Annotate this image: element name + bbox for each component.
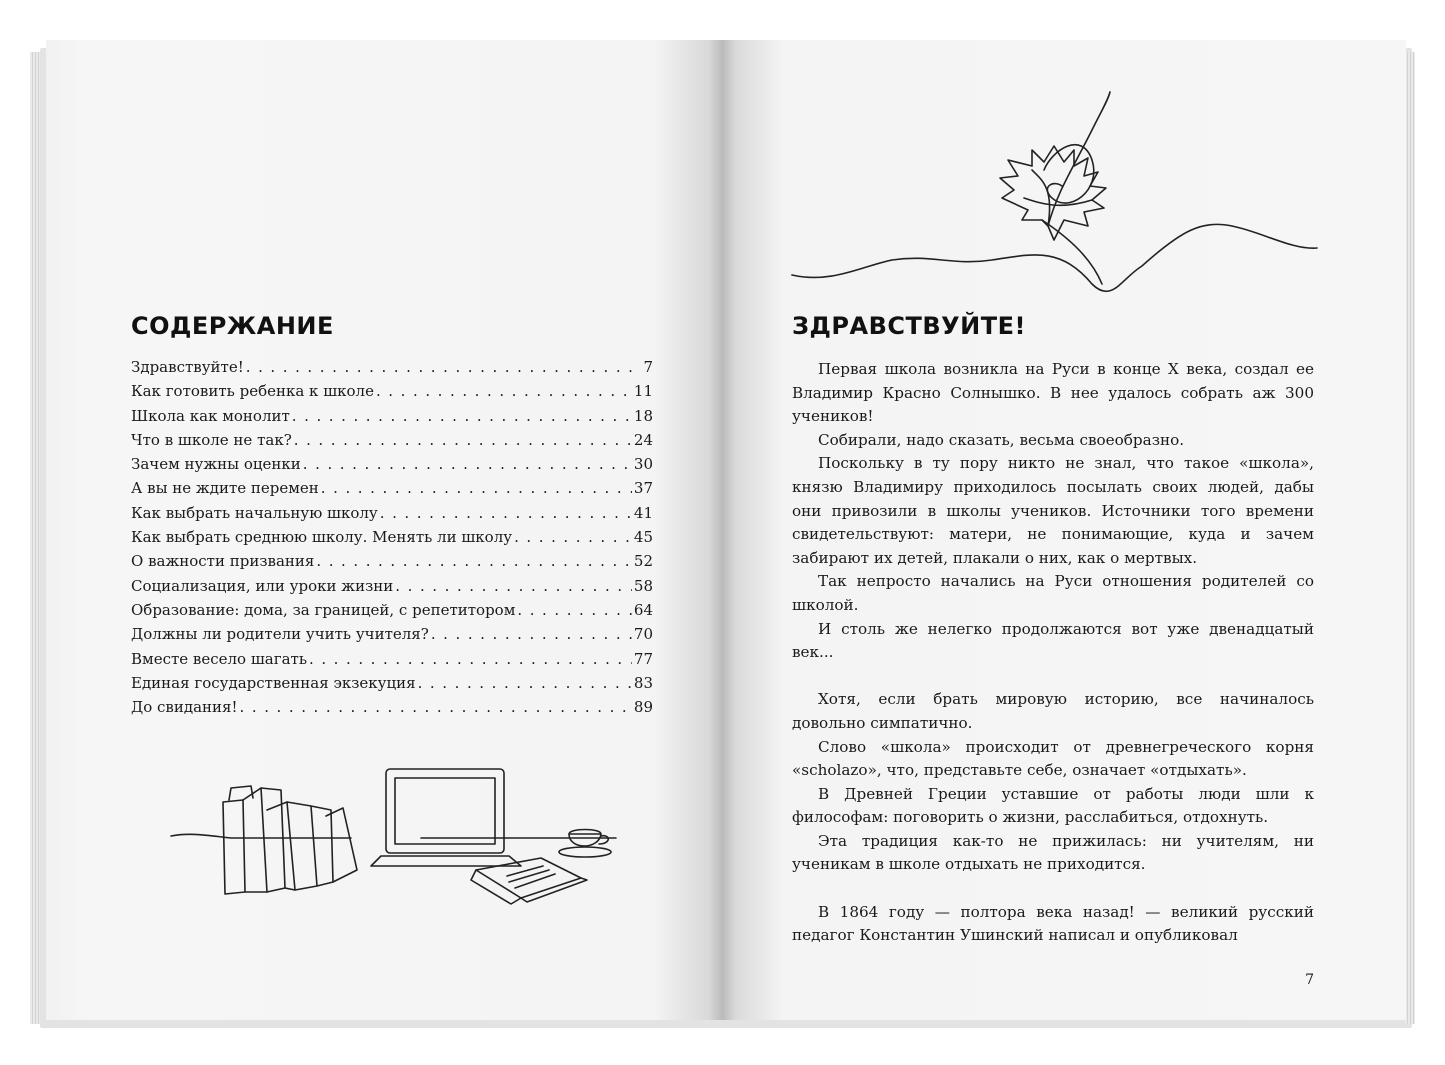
toc-entry[interactable] — [131, 382, 653, 406]
toc-entry[interactable] — [131, 455, 653, 479]
toc-entry[interactable] — [131, 431, 653, 455]
toc-entry-page: 37 — [633, 479, 653, 498]
paragraph: Слово «школа» происходит от древнегреческого корня «scholazo», что, представьте себе, означает «отдыхать». — [792, 737, 1314, 780]
paragraph: Поскольку в ту пору никто не знал, что такое «школа», князю Владимиру приходилось посылать своих людей, дабы они привозили в школы учеников. Источники того времени свидетельствуют: матери, не понимающие, куда и зачем забирают их детей, плакали о них, как о мертвых. — [792, 454, 1314, 567]
chapter-heading: ЗДРАВСТВУЙТЕ! — [792, 312, 1026, 340]
toc-entry-page: 30 — [633, 455, 653, 474]
toc-entry-page: 41 — [633, 503, 653, 522]
toc-entry[interactable] — [131, 479, 653, 503]
dot-leader — [316, 552, 632, 570]
toc-entry-title: Зачем нужны оценки — [131, 455, 301, 474]
toc-entry-title: Как выбрать начальную школу — [131, 503, 378, 522]
right-page — [722, 40, 1406, 1020]
maple-leaf-line-drawing-icon — [792, 70, 1322, 320]
dot-leader — [431, 625, 632, 643]
toc-entry-title: Здравствуйте! — [131, 358, 244, 376]
toc-entry-title: А вы не ждите перемен — [131, 479, 319, 498]
toc-entry-title: Социализация, или уроки жизни — [131, 576, 394, 595]
right-page-edges — [1405, 52, 1415, 1024]
dot-leader — [246, 358, 642, 376]
toc-entry[interactable] — [131, 358, 653, 382]
paragraph: Хотя, если брать мировую историю, все начиналось довольно симпатично. — [792, 690, 1314, 732]
toc-entry[interactable] — [131, 625, 653, 649]
paragraph: В Древней Греции уставшие от работы люди шли к философам: поговорить о жизни, расслабиться, отдохнуть. — [792, 784, 1314, 827]
toc-entry-page: 11 — [633, 382, 653, 401]
toc-heading: СОДЕРЖАНИЕ — [131, 312, 334, 340]
toc-entry-page: 70 — [633, 625, 653, 644]
dot-leader — [294, 431, 632, 449]
dot-leader — [321, 479, 632, 497]
paragraph: И столь же нелегко продолжаются вот уже двенадцатый век... — [792, 619, 1314, 662]
page-number: 7 — [1305, 972, 1314, 988]
toc-entry-page: 45 — [633, 528, 653, 547]
toc-entry-page: 7 — [643, 358, 653, 376]
paragraph: Эта традиция как-то не прижилась: ни учителям, ни ученикам в школе отдыхать не приходится. — [792, 831, 1314, 874]
paragraph: Так непросто начались на Руси отношения родителей со школой. — [792, 572, 1314, 614]
dot-leader — [418, 674, 632, 692]
toc-entry[interactable] — [131, 577, 653, 601]
chapter-body — [792, 358, 1314, 948]
toc-entry-title: До свидания! — [131, 698, 238, 717]
dot-leader — [376, 382, 632, 400]
dot-leader — [303, 455, 632, 473]
toc-entry-title: Образование: дома, за границей, с репетитором — [131, 600, 516, 619]
left-page-edges — [30, 52, 40, 1024]
paragraph-gap — [792, 665, 1314, 689]
toc-entry[interactable] — [131, 674, 653, 698]
toc-entry-page: 89 — [633, 698, 653, 717]
toc-entry-title: Единая государственная экзекуция — [131, 673, 416, 692]
table-of-contents — [131, 358, 653, 722]
toc-entry[interactable] — [131, 601, 653, 625]
toc-entry[interactable] — [131, 504, 653, 528]
toc-entry-page: 24 — [633, 430, 653, 449]
toc-entry[interactable] — [131, 528, 653, 552]
dot-leader — [380, 504, 632, 522]
paragraph: Собирали, надо сказать, весьма своеобразно. — [818, 430, 1185, 449]
toc-entry-page: 77 — [633, 649, 653, 668]
toc-entry-page: 18 — [633, 406, 653, 425]
left-page — [46, 40, 722, 1020]
toc-entry-page: 58 — [633, 576, 653, 595]
toc-entry-title: О важности призвания — [131, 552, 315, 571]
toc-entry[interactable] — [131, 650, 653, 674]
toc-entry[interactable] — [131, 698, 653, 722]
dot-leader — [292, 407, 632, 425]
paragraph-gap — [792, 877, 1314, 901]
dot-leader — [240, 698, 632, 716]
toc-entry-page: 64 — [633, 600, 653, 619]
toc-entry-title: Должны ли родители учить учителя? — [131, 625, 429, 644]
toc-entry-title: Как готовить ребенка к школе — [131, 382, 374, 401]
dot-leader — [514, 528, 632, 546]
toc-entry[interactable] — [131, 407, 653, 431]
toc-entry-page: 52 — [633, 552, 653, 571]
toc-entry-page: 83 — [633, 673, 653, 692]
dot-leader — [309, 650, 632, 668]
paragraph: В 1864 году — полтора века назад! — великий русский педагог Константин Ушинский написал и опубликовал — [792, 902, 1314, 945]
toc-entry[interactable] — [131, 552, 653, 576]
toc-entry-title: Вместе весело шагать — [131, 649, 307, 668]
dot-leader — [395, 577, 632, 595]
dot-leader — [517, 601, 632, 619]
paragraph: Первая школа возникла на Руси в конце X века, создал ее Владимир Красно Солнышко. В нее удалось собрать аж 300 учеников! — [792, 360, 1314, 426]
desk-line-drawing-icon — [171, 740, 621, 950]
toc-entry-title: Что в школе не так? — [131, 430, 292, 449]
toc-entry-title: Как выбрать среднюю школу. Менять ли школу — [131, 528, 513, 547]
toc-entry-title: Школа как монолит — [131, 406, 290, 425]
